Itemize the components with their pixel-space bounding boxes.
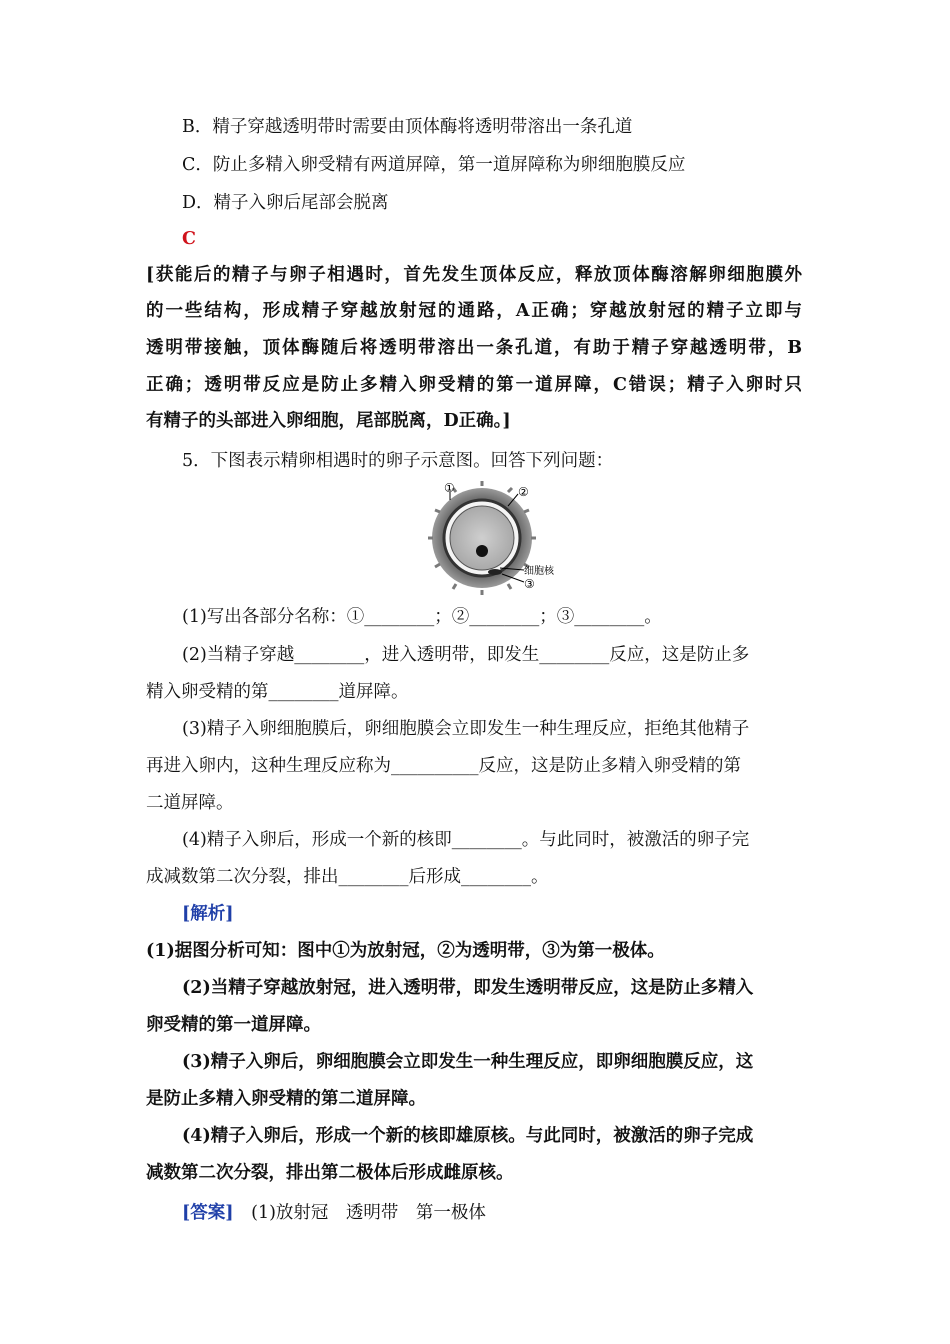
option-d: D．精子入卵后尾部会脱离 [182, 193, 389, 213]
q5-stem: 5．下图表示精卵相遇时的卵子示意图。回答下列问题： [182, 451, 614, 471]
option-c: C．防止多精入卵受精有两道屏障，第一道屏障称为卵细胞膜反应 [182, 155, 686, 175]
q4-explain-line: [获能后的精子与卵子相遇时，首先发生顶体反应，释放顶体酶溶解卵细胞膜外 [146, 265, 802, 285]
q4-explain-line: 的一些结构，形成精子穿越放射冠的通路，A正确；穿越放射冠的精子立即与 [146, 301, 802, 321]
q5-sub-line: 精入卵受精的第________道屏障。 [146, 682, 409, 702]
analysis-label: [解析] [182, 904, 234, 924]
q4-explain-line: 有精子的头部进入卵细胞，尾部脱离，D正确。] [146, 411, 511, 431]
analysis-line: 是防止多精入卵受精的第二道屏障。 [146, 1089, 426, 1109]
label-3: ③ [524, 577, 535, 591]
q5-sub-line: (2)当精子穿越________，进入透明带，即发生________反应，这是防止多 [182, 645, 750, 665]
analysis-line: (4)精子入卵后，形成一个新的核即雄原核。与此同时，被激活的卵子完成 [182, 1126, 754, 1146]
label-2: ② [518, 485, 529, 499]
q5-sub-line: (1)写出各部分名称：①________；②________；③________。 [182, 607, 662, 627]
cytoplasm [450, 506, 514, 570]
answer-text: (1)放射冠 透明带 第一极体 [251, 1203, 486, 1223]
answer-label: [答案] [182, 1203, 234, 1223]
analysis-line: 卵受精的第一道屏障。 [146, 1015, 321, 1035]
q5-sub-line: (3)精子入卵细胞膜后，卵细胞膜会立即发生一种生理反应，拒绝其他精子 [182, 719, 750, 739]
q5-sub-line: 再进入卵内，这种生理反应称为__________反应，这是防止多精入卵受精的第 [146, 756, 741, 776]
nucleus-shape [476, 545, 488, 557]
analysis-line: 减数第二次分裂，排出第二极体后形成雌原核。 [146, 1163, 514, 1183]
analysis-line: (3)精子入卵后，卵细胞膜会立即发生一种生理反应，即卵细胞膜反应，这 [182, 1052, 754, 1072]
q5-sub-line: 二道屏障。 [146, 793, 234, 813]
label-nucleus: 细胞核 [524, 566, 554, 577]
label-1: ① [444, 481, 455, 495]
analysis-line: (2)当精子穿越放射冠，进入透明带，即发生透明带反应，这是防止多精入 [182, 978, 754, 998]
polar-body [488, 569, 502, 575]
q5-sub-line: 成减数第二次分裂，排出________后形成________。 [146, 867, 549, 887]
q4-explain-line: 正确；透明带反应是防止多精入卵受精的第一道屏障，C错误；精子入卵时只 [146, 375, 802, 395]
option-b: B．精子穿越透明带时需要由顶体酶将透明带溶出一条孔道 [182, 117, 633, 137]
q4-explain-line: 透明带接触，顶体酶随后将透明带溶出一条孔道，有助于精子穿越透明带，B [146, 338, 802, 358]
q4-answer: C [182, 229, 196, 249]
answer-row [182, 1202, 842, 1224]
analysis-line: (1)据图分析可知：图中①为放射冠，②为透明带，③为第一极体。 [146, 941, 665, 961]
q5-sub-line: (4)精子入卵后，形成一个新的核即________。与此同时，被激活的卵子完 [182, 830, 750, 850]
egg-cell-figure [420, 478, 580, 598]
